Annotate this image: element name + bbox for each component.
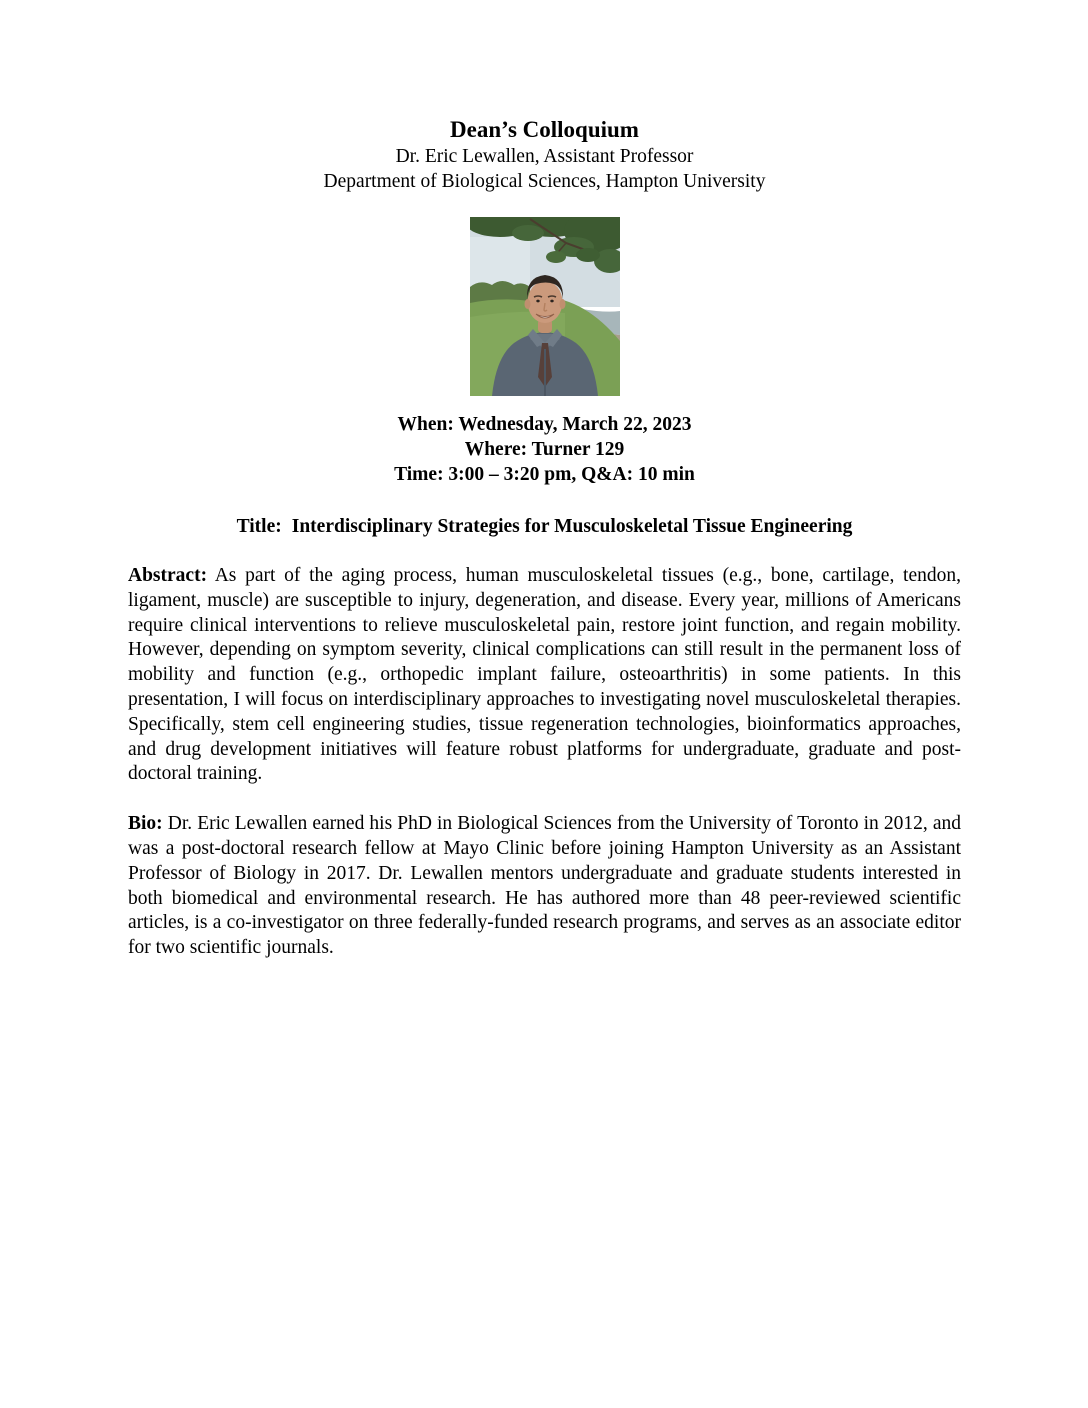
talk-title: Interdisciplinary Strategies for Musculoskeletal Tissue Engineering (291, 516, 853, 537)
photo-container (128, 217, 961, 396)
event-time: Time: 3:00 – 3:20 pm, Q&A: 10 min (394, 464, 695, 485)
speaker-photo (470, 217, 620, 396)
bio-label: Bio: (128, 813, 163, 835)
abstract-label: Abstract: (128, 565, 208, 586)
event-details (128, 412, 961, 487)
bio-paragraph (128, 812, 961, 961)
bio-text: Dr. Eric Lewallen earned his PhD in Biological Sciences from the University of Toronto in 2012, and was a post-doctoral research fellow at Mayo Clinic before joining Hampton University as an Assistant Professor of Biology in 2017. Dr. Lewallen mentors undergraduate and graduate students interested in both biomedical and environmental research. He has authored more than 48 peer-reviewed scientific articles, is a co-investigator on three federally-funded research programs, and serves as an associate editor for two scientific journals. (128, 813, 961, 959)
abstract-paragraph (128, 564, 961, 787)
talk-title-line (128, 514, 961, 539)
event-when: When: Wednesday, March 22, 2023 (397, 414, 692, 435)
event-where: Where: Turner 129 (464, 439, 625, 460)
talk-title-label: Title: (236, 516, 282, 537)
abstract-text: As part of the aging process, human musculoskeletal tissues (e.g., bone, cartilage, tendon, ligament, muscle) are susceptible to injury, degeneration, and disease. Every year, millions of Americans require clinical interventions to relieve musculoskeletal pain, restore joint function, and regain mobility. However, depending on symptom severity, clinical complications can still result in the permanent loss of mobility and function (e.g., orthopedic implant failure, osteoarthritis) in some patients. In this presentation, I will focus on interdisciplinary approaches to investigating novel musculoskeletal therapies. Specifically, stem cell engineering studies, tissue regeneration technologies, bioinformatics approaches, and drug development initiatives will feature robust platforms for undergraduate, graduate and post-doctoral training. (128, 565, 961, 785)
page-title: Dean’s Colloquium (450, 117, 639, 142)
affiliation-line: Department of Biological Sciences, Hampton University (323, 171, 766, 192)
speaker-line: Dr. Eric Lewallen, Assistant Professor (395, 146, 694, 167)
